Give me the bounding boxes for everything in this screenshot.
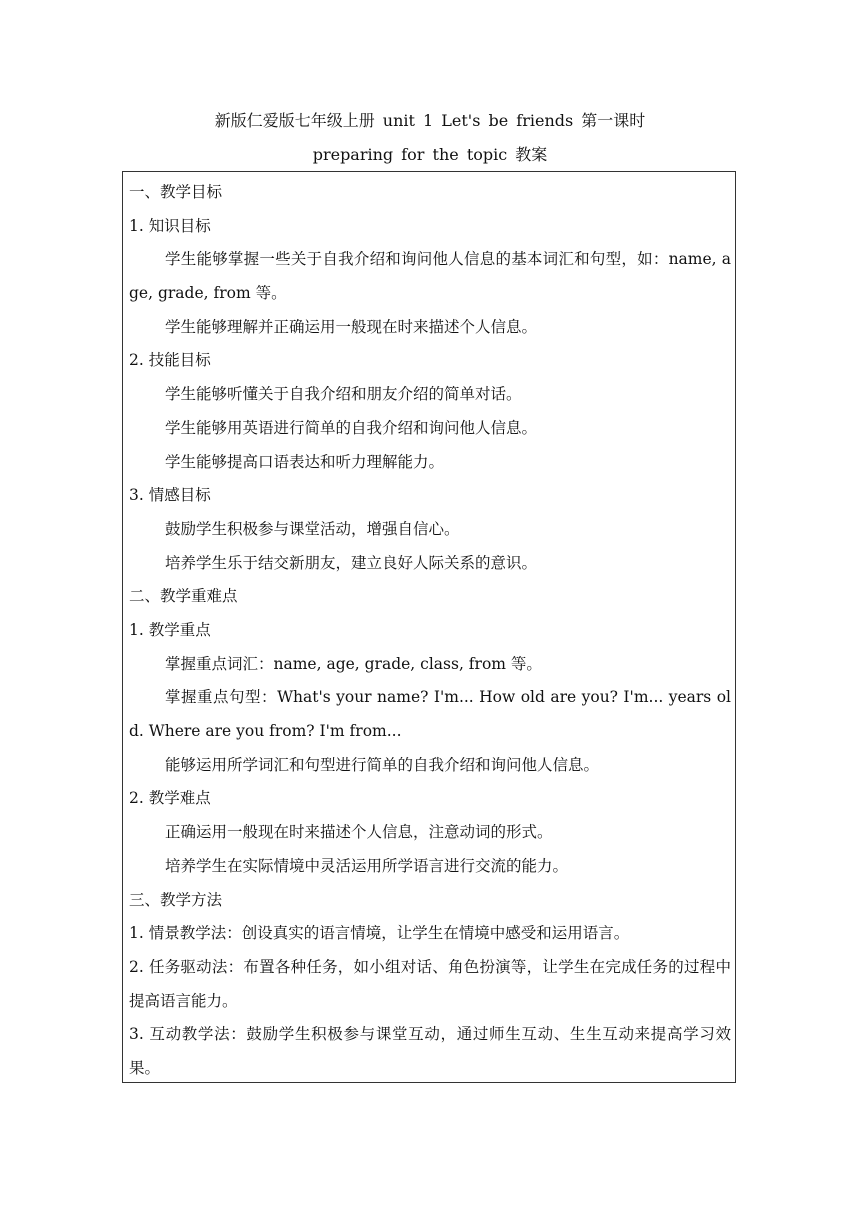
paragraph-knowledge-2: 学生能够理解并正确运用一般现在时来描述个人信息。 bbox=[165, 317, 538, 336]
paragraph-focus-2: 掌握重点句型：What's your name? I'm... How old are you? I'm... years old. Where are you from? I'm from... bbox=[129, 688, 731, 741]
paragraph-skill-2: 学生能够用英语进行简单的自我介绍和询问他人信息。 bbox=[165, 418, 538, 437]
section-heading-methods: 三、教学方法 bbox=[129, 890, 223, 909]
subheading-emotion: 3. 情感目标 bbox=[129, 486, 211, 505]
subheading-focus: 1. 教学重点 bbox=[129, 620, 211, 639]
lesson-plan-body bbox=[129, 176, 731, 1086]
document-title: 新版仁爱版七年级上册 unit 1 Let's be friends 第一课时 bbox=[214, 111, 646, 130]
subheading-difficulty: 2. 教学难点 bbox=[129, 789, 211, 808]
section-heading-goals: 一、教学目标 bbox=[129, 183, 223, 201]
paragraph-knowledge-1: 学生能够掌握一些关于自我介绍和询问他人信息的基本词汇和句型，如：name, age, grade, from 等。 bbox=[129, 250, 731, 303]
paragraph-emotion-2: 培养学生乐于结交新朋友，建立良好人际关系的意识。 bbox=[165, 553, 538, 572]
method-item-2: 2. 任务驱动法：布置各种任务，如小组对话、角色扮演等，让学生在完成任务的过程中提高语言能力。 bbox=[129, 957, 731, 1010]
subheading-skill: 2. 技能目标 bbox=[129, 351, 211, 370]
document-subtitle: preparing for the topic 教案 bbox=[312, 145, 548, 164]
paragraph-focus-1: 掌握重点词汇：name, age, grade, class, from 等。 bbox=[165, 654, 542, 673]
paragraph-emotion-1: 鼓励学生积极参与课堂活动，增强自信心。 bbox=[165, 519, 460, 538]
paragraph-focus-3: 能够运用所学词汇和句型进行简单的自我介绍和询问他人信息。 bbox=[165, 755, 600, 774]
subheading-knowledge: 1. 知识目标 bbox=[129, 216, 211, 235]
paragraph-difficulty-1: 正确运用一般现在时来描述个人信息，注意动词的形式。 bbox=[165, 823, 553, 842]
method-item-1: 1. 情景教学法：创设真实的语言情境，让学生在情境中感受和运用语言。 bbox=[129, 924, 630, 943]
paragraph-skill-1: 学生能够听懂关于自我介绍和朋友介绍的简单对话。 bbox=[165, 385, 522, 404]
section-heading-key-points: 二、教学重难点 bbox=[129, 587, 238, 606]
method-item-3: 3. 互动教学法：鼓励学生积极参与课堂互动，通过师生互动、生生互动来提高学习效果。 bbox=[129, 1025, 731, 1077]
paragraph-difficulty-2: 培养学生在实际情境中灵活运用所学语言进行交流的能力。 bbox=[165, 856, 569, 875]
paragraph-skill-3: 学生能够提高口语表达和听力理解能力。 bbox=[165, 452, 445, 471]
